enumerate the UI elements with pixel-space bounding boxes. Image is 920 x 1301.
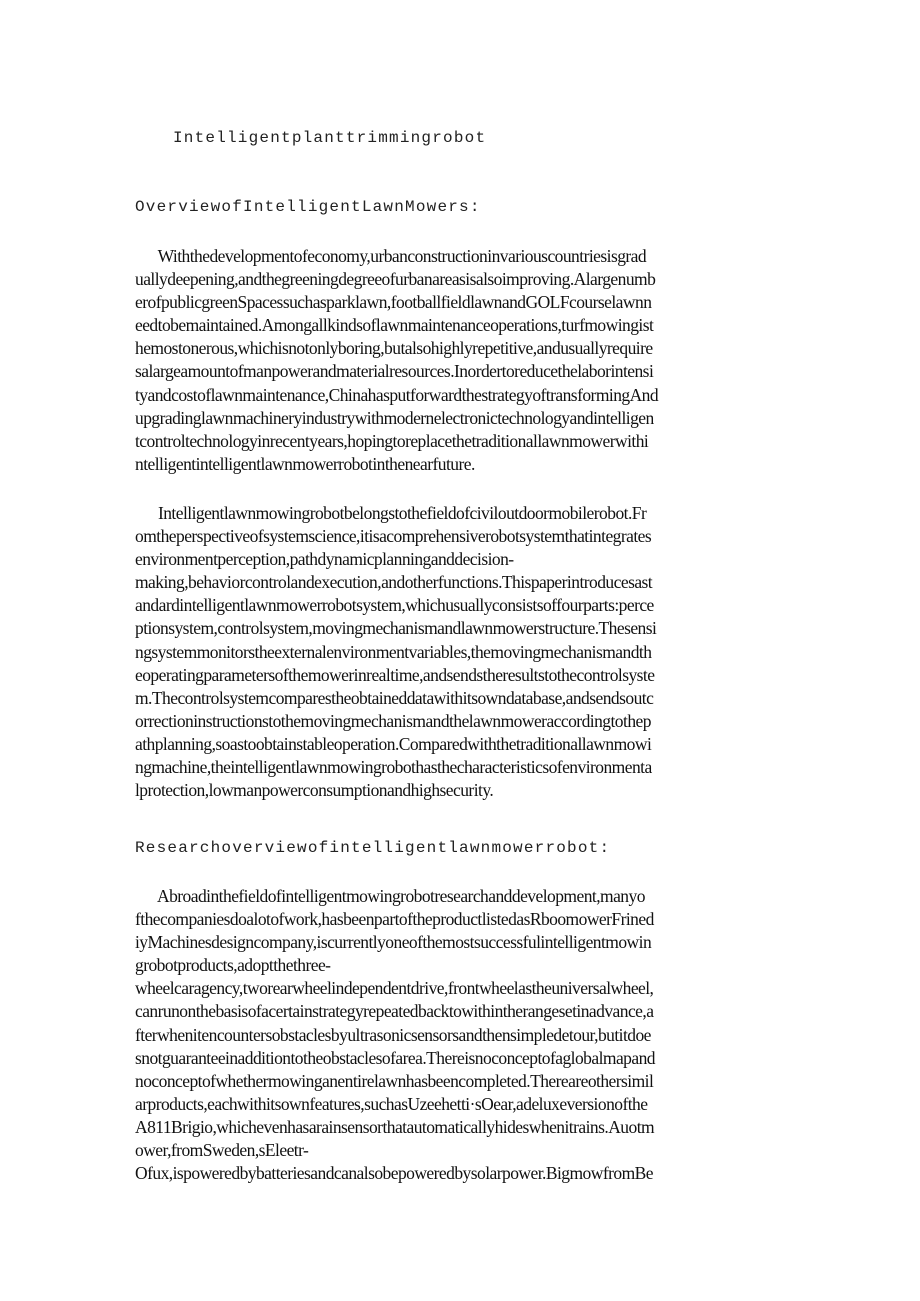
- paragraph-line: upgradinglawnmachineryindustrywithmodernelectronictechnologyandintelligen: [135, 407, 654, 428]
- paragraph-line: ntelligentintelligentlawnmowerrobotinthenearfuture.: [135, 453, 475, 474]
- paragraph-line: Withthedevelopmentofeconomy,urbanconstructioninvariouscountriesisgrad: [135, 246, 647, 266]
- paragraph-line: tyandcostoflawnmaintenance,ChinahasputforwardthestrategyoftransformingAnd: [135, 384, 659, 405]
- paragraph-line: environmentperception,pathdynamicplanninganddecision-: [135, 549, 514, 570]
- paragraph-line: lprotection,lowmanpowerconsumptionandhighsecurity.: [135, 780, 494, 801]
- paragraph-line: Intelligentlawnmowingrobotbelongstothefieldofciviloutdoormobilerobot.Fr: [135, 503, 647, 523]
- paragraph-line: ngsystemmonitorstheexternalenvironmentvariables,themovingmechanismandth: [135, 641, 652, 662]
- paragraph-line: noconceptofwhethermowinganentirelawnhasbeencompleted.Thereareothersimil: [135, 1070, 654, 1091]
- paragraph-line: ower,fromSweden,sEleetr-: [135, 1140, 309, 1161]
- paragraph-line: m.Thecontrolsystemcomparestheobtaineddatawithitsowndatabase,andsendsoutc: [135, 687, 654, 708]
- paragraph-line: fterwhenitencountersobstaclesbyultrasonicsensorsandthensimpledetour,butitdoe: [135, 1024, 651, 1045]
- paragraph-line: grobotproducts,adoptthethree-: [135, 955, 331, 976]
- paragraph-line: salargeamountofmanpowerandmaterialresources.Inordertoreducethelaborintensi: [135, 361, 654, 382]
- paragraph-research-1: [135, 885, 785, 1185]
- document-title: Intelligentplanttrimmingrobot: [173, 129, 487, 147]
- section-heading-research: Researchoverviewofintelligentlawnmowerrobot:: [135, 839, 611, 857]
- paragraph-overview-1: [135, 245, 785, 476]
- paragraph-line: wheelcaragency,tworearwheelindependentdrive,frontwheelastheuniversalwheel,: [135, 978, 654, 999]
- paragraph-line: arproducts,eachwithitsownfeatures,suchasUzeehetti·sOear,adeluxeversionofthe: [135, 1093, 648, 1114]
- paragraph-line: tcontroltechnologyinrecentyears,hopingtoreplacethetraditionallawnmowerwithi: [135, 430, 649, 451]
- paragraph-line: canrunonthebasisofacertainstrategyrepeatedbacktowithintherangesetinadvance,a: [135, 1001, 654, 1022]
- paragraph-line: making,behaviorcontrolandexecution,andotherfunctions.Thispaperintroducesast: [135, 572, 653, 593]
- section-heading-overview: OverviewofIntelligentLawnMowers:: [135, 198, 481, 216]
- paragraph-overview-2: [135, 502, 785, 802]
- paragraph-line: A811Brigio,whichevenhasarainsensorthatautomaticallyhideswhenitrains.Auotm: [135, 1116, 655, 1137]
- paragraph-line: hemostonerous,whichisnotonlyboring,butalsohighlyrepetitive,andusuallyrequire: [135, 338, 653, 359]
- paragraph-line: eoperatingparametersofthemowerinrealtime,andsendstheresultstothecontrolsyste: [135, 664, 655, 685]
- paragraph-line: andardintelligentlawnmowerrobotsystem,whichusuallyconsistsoffourparts:perce: [135, 595, 654, 616]
- paragraph-line: Abroadinthefieldofintelligentmowingrobotresearchanddevelopment,manyo: [135, 886, 645, 906]
- paragraph-line: ptionsystem,controlsystem,movingmechanismandlawnmowerstructure.Thesensi: [135, 618, 657, 639]
- paragraph-line: erofpublicgreenSpacessuchasparklawn,footballfieldlawnandGOLFcourselawnn: [135, 292, 652, 313]
- paragraph-line: eedtobemaintained.Amongallkindsoflawnmaintenanceoperations,turfmowingist: [135, 315, 654, 336]
- paragraph-line: athplanning,soastoobtainstableoperation.Comparedwiththetraditionallawnmowi: [135, 733, 652, 754]
- paragraph-line: iyMachinesdesigncompany,iscurrentlyoneofthemostsuccessfulintelligentmowin: [135, 932, 652, 953]
- paragraph-line: uallydeepening,andthegreeningdegreeofurbanareasisalsoimproving.Alargenumb: [135, 269, 656, 290]
- paragraph-line: ngmachine,theintelligentlawnmowingrobothasthecharacteristicsofenvironmenta: [135, 757, 652, 778]
- paragraph-line: Ofux,ispoweredbybatteriesandcanalsobepoweredbysolarpower.BigmowfromBe: [135, 1163, 654, 1184]
- paragraph-line: orrectioninstructionstothemovingmechanismandthelawnmoweraccordingtothep: [135, 710, 651, 731]
- paragraph-line: fthecompaniesdoalotofwork,hasbeenpartoftheproductlistedasRboomowerFrined: [135, 909, 654, 930]
- paragraph-line: omtheperspectiveofsystemscience,itisacomprehensiverobotsystemthatintegrates: [135, 526, 652, 547]
- paragraph-line: snotguaranteeinadditiontotheobstaclesofarea.Thereisnoconceptofaglobalmapand: [135, 1047, 655, 1068]
